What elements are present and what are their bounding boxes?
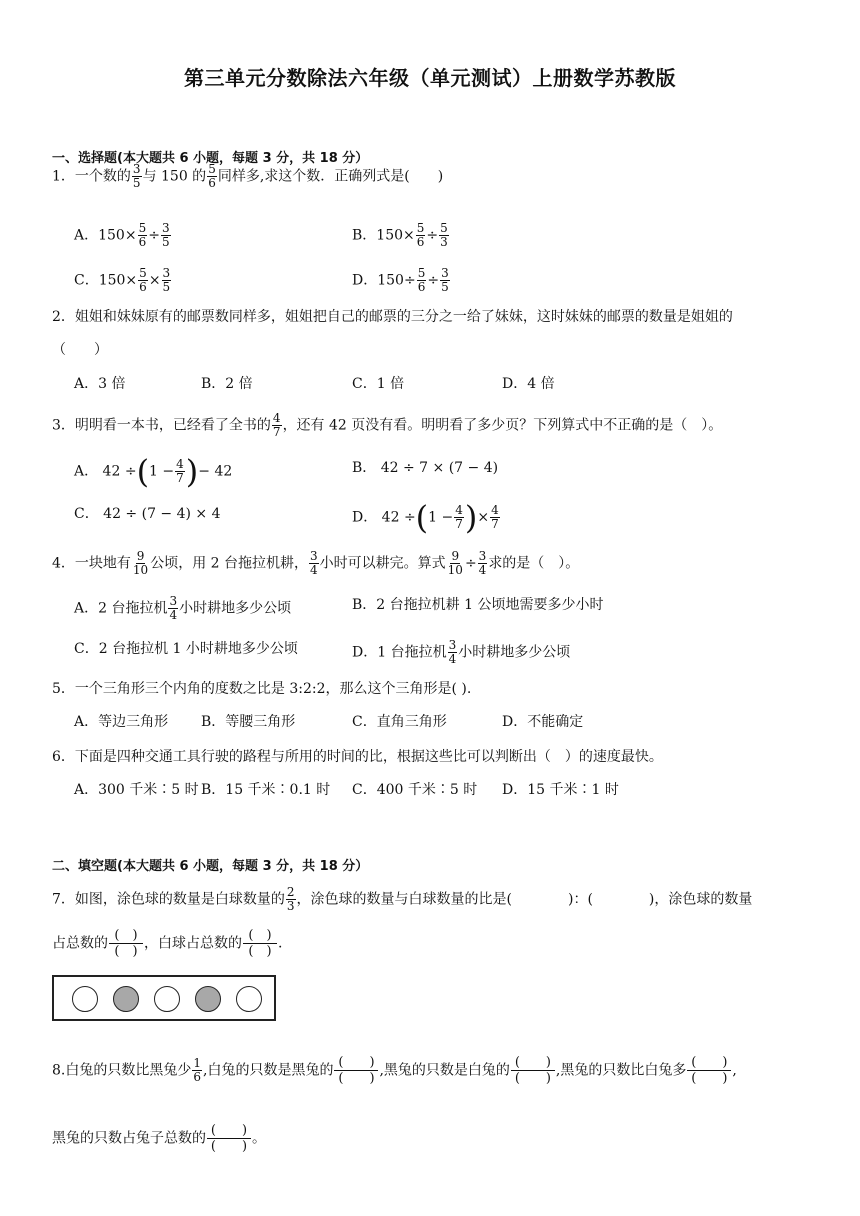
ball-figure [52,975,276,1021]
fraction: $\frac{5}{6}$ [208,162,216,190]
q3-option-b[interactable]: B． 42 ÷ 7 × (7 − 4) [352,460,499,476]
q5-option-a[interactable]: A．等边三角形 [74,714,169,730]
fraction: $\frac{3}{5}$ [132,162,141,190]
answer-blank-fraction[interactable]: $\frac{( )}{( )}$ [243,928,277,959]
question-7: 7．如图，涂色球的数量是白球数量的 $\frac{2}{3}$ ，涂色球的数量与白球数量的比是( )：( )，涂色球的数量 [52,885,753,913]
q5-option-d[interactable]: D．不能确定 [502,714,584,730]
white-ball [72,986,98,1012]
section-heading-choice: 一、选择题(本大题共 6 小题，每题 3 分，共 18 分） [52,151,369,166]
q2-option-a[interactable]: A．3 倍 [74,376,126,392]
answer-blank-fraction[interactable]: $\frac{( )}{( )}$ [511,1055,555,1086]
question-4: 4．一块地有 $\frac{9}{10}$ 公顷，用 2 台拖拉机耕， $\frac{3}{4}$ 小时可以耕完。算式 $\frac{9}{10}$ ÷ $\frac{3}{4}$ 求的是（ ）。 [52,549,580,577]
shaded-ball [195,986,221,1012]
q2-option-d[interactable]: D．4 倍 [502,376,555,392]
question-8: 8.白兔的只数比黑兔少 $\frac{1}{6}$ ,白兔的只数是黑兔的 $\frac{( )}{( )}$ ,黑兔的只数是白兔的 $\frac{( )}{( )}$ ,黑兔的只数比白兔多 $\frac{( )}{( )}$ , [52,1055,737,1086]
question-6: 6．下面是四种交通工具行驶的路程与所用的时间的比，根据这些比可以判断出（ ）的速度最快。 [52,749,663,765]
question-2: 2．姐姐和妹妹原有的邮票数同样多，姐姐把自己的邮票的三分之一给了妹妹，这时妹妹的邮票的数量是姐姐的 [52,309,733,325]
white-ball [154,986,180,1012]
question-1: 1．一个数的 $\frac{3}{5}$ 与 150 的 $\frac{5}{6}$ 同样多,求这个数．正确列式是( ) [52,162,444,190]
q6-option-d[interactable]: D．15 千米∶1 时 [502,782,619,798]
q4-option-a[interactable]: A．2 台拖拉机 $\frac{3}{4}$ 小时耕地多少公顷 [74,594,292,622]
q6-option-b[interactable]: B．15 千米∶0.1 时 [201,782,331,798]
answer-blank-fraction[interactable]: $\frac{( )}{( )}$ [687,1055,731,1086]
q1-option-c[interactable]: C．150× $\frac{5}{6}$ × $\frac{3}{5}$ [74,266,171,294]
q6-option-c[interactable]: C．400 千米∶5 时 [352,782,478,798]
q4-option-d[interactable]: D．1 台拖拉机 $\frac{3}{4}$ 小时耕地多少公顷 [352,638,571,666]
q3-option-a[interactable]: A． 42 ÷(1 − $\frac{4}{7}$ )− 42 [74,452,233,491]
page-title: 第三单元分数除法六年级（单元测试）上册数学苏教版 [184,66,676,90]
q2-option-c[interactable]: C．1 倍 [352,376,405,392]
question-3: 3．明明看一本书，已经看了全书的 $\frac{4}{7}$ ，还有 42 页没有看。明明看了多少页？下列算式中不正确的是（ ）。 [52,411,723,439]
q1-option-b[interactable]: B．150× $\frac{5}{6}$ ÷ $\frac{5}{3}$ [352,221,448,249]
q4-option-b[interactable]: B．2 台拖拉机耕 1 公顷地需要多少小时 [352,597,604,613]
q3-option-c[interactable]: C． 42 ÷ (7 − 4) × 4 [74,506,221,522]
q1-option-d[interactable]: D．150÷ $\frac{5}{6}$ ÷ $\frac{3}{5}$ [352,266,449,294]
q2-option-b[interactable]: B．2 倍 [201,376,253,392]
question-5: 5．一个三角形三个内角的度数之比是 3:2:2，那么这个三角形是( ). [52,681,472,697]
answer-blank-fraction[interactable]: $\frac{( )}{( )}$ [109,928,143,959]
q5-option-b[interactable]: B．等腰三角形 [201,714,296,730]
q3-option-d[interactable]: D． 42 ÷(1 − $\frac{4}{7}$ )× $\frac{4}{7}$ [352,498,499,537]
q1-option-a[interactable]: A．150× $\frac{5}{6}$ ÷ $\frac{3}{5}$ [74,221,170,249]
question-8-line2: 黑兔的只数占兔子总数的 $\frac{( )}{( )}$ 。 [52,1123,266,1154]
section-heading-fill: 二、填空题(本大题共 6 小题，每题 3 分，共 18 分） [52,859,369,874]
white-ball [236,986,262,1012]
question-7-line2: 占总数的 $\frac{( )}{( )}$ ，白球占总数的 $\frac{( )}{( )}$ . [52,928,283,959]
q6-option-a[interactable]: A．300 千米∶5 时 [74,782,199,798]
q4-option-c[interactable]: C．2 台拖拉机 1 小时耕地多少公顷 [74,641,298,657]
question-2-blank: （ ） [52,342,108,358]
answer-blank-fraction[interactable]: $\frac{( )}{( )}$ [207,1123,251,1154]
answer-blank-fraction[interactable]: $\frac{( )}{( )}$ [334,1055,378,1086]
shaded-ball [113,986,139,1012]
q5-option-c[interactable]: C．直角三角形 [352,714,447,730]
